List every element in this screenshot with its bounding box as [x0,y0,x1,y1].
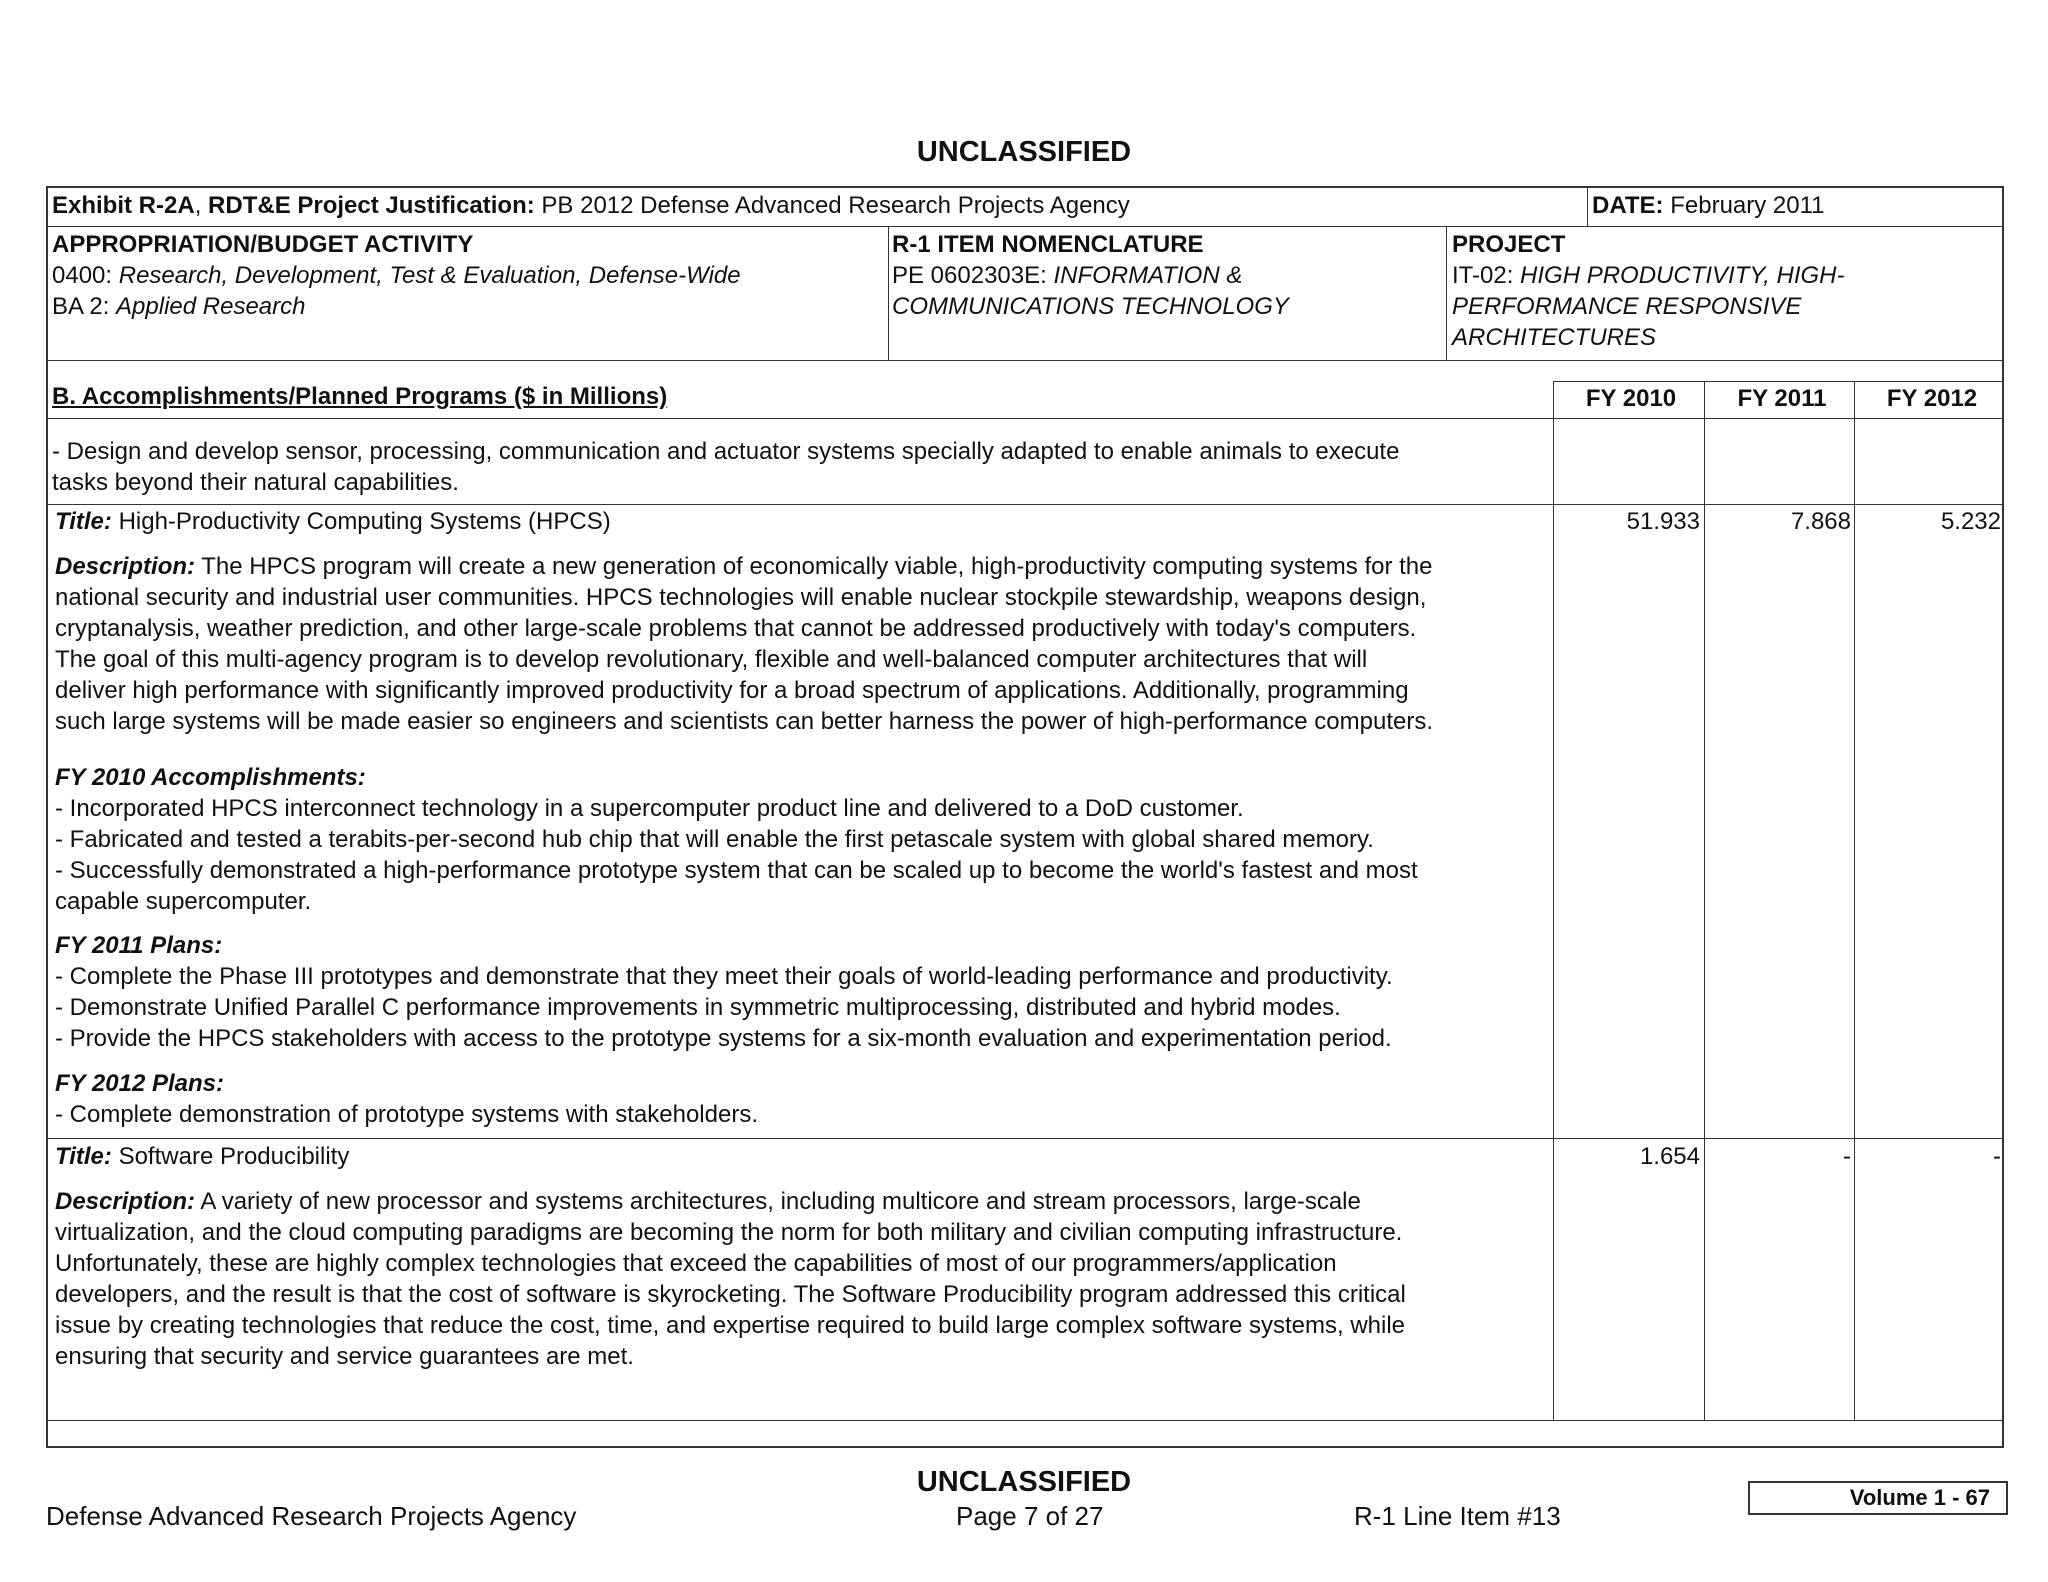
hpcs-title [55,506,611,537]
rule-date [1587,188,1588,226]
r1-line2: COMMUNICATIONS TECHNOLOGY [892,293,1289,320]
hpcs-fy2010-item: - Fabricated and tested a terabits-per-second hub chip that will enable the first petascale system with global shared memory. [55,826,1374,853]
hpcs-description-line: deliver high performance with significantly improved productivity for a broad spectrum of applications. Additionally, programming [55,677,1409,704]
rule-project [48,360,2004,361]
hpcs-fy2011-value: 7.868 [1790,508,1851,535]
hpcs-fy2010-item: - Successfully demonstrated a high-performance prototype system that can be scaled up to become the world's fastest and most [55,857,1418,884]
footer-page: Page 7 of 27 [956,1501,1104,1531]
software-fy2010-value: 1.654 [1639,1143,1700,1170]
fy-header-2010: FY 2010 [1585,385,1677,412]
ba-text: Applied Research [116,293,306,320]
project-line3: ARCHITECTURES [1452,324,1657,351]
rule-fy2010 [1553,381,1554,1420]
hpcs-description-label: Description: [55,553,196,580]
hpcs-description-line: The goal of this multi-agency program is to develop revolutionary, flexible and well-balanced computer architectures that will [55,646,1368,673]
hpcs-fy2011-item: - Provide the HPCS stakeholders with access to the prototype systems for a six-month evaluation and experimentation period. [55,1025,1392,1052]
exhibit-label: Exhibit R-2A [52,192,195,219]
hpcs-fy2011-item: - Demonstrate Unified Parallel C performance improvements in symmetric multiprocessing, distributed and hybrid modes. [55,994,1341,1021]
carryover-line-1: - Design and develop sensor, processing, communication and actuator systems specially adapted to enable animals to execute [52,438,1400,465]
appropriation-code: 0400: [52,262,119,289]
rule-section [48,418,2004,419]
software-description-line: issue by creating technologies that reduce the cost, time, and expertise required to build large complex software systems, while [55,1312,1406,1339]
hpcs-description-line [55,551,1432,582]
appropriation-text: Research, Development, Test & Evaluation, Defense-Wide [118,262,741,289]
classification-top: UNCLASSIFIED [916,136,1132,168]
rule-fy2011 [1704,381,1705,1420]
software-description-line: ensuring that security and service guarantees are met. [55,1343,634,1370]
section-title: B. Accomplishments/Planned Programs ($ in Millions) [52,383,668,410]
appropriation-label: APPROPRIATION/BUDGET ACTIVITY [52,231,474,258]
hpcs-description-text: The HPCS program will create a new generation of economically viable, high-productivity computing systems for the [195,553,1433,580]
date-line [1592,190,1825,221]
software-title-text: Software Producibility [111,1143,350,1170]
exhibit-sep: , [194,192,209,219]
ba-code: BA 2: [52,293,117,320]
hpcs-fy2011-item: - Complete the Phase III prototypes and demonstrate that they meet their goals of world-leading performance and productivity. [55,963,1393,990]
rule-carryover [48,504,2004,505]
exhibit-title: RDT&E Project Justification: [208,192,535,219]
r1-label: R-1 ITEM NOMENCLATURE [892,231,1204,258]
footer-line-item: R-1 Line Item #13 [1354,1501,1561,1531]
rule-hpcs [48,1138,2004,1139]
fy-header-2012: FY 2012 [1886,385,1978,412]
hpcs-fy2012-heading: FY 2012 Plans: [55,1070,224,1097]
footer-volume: Volume 1 - 67 [1748,1481,2008,1515]
rule-software [48,1420,2004,1421]
appropriation-line [52,260,741,291]
rule-project-col [1446,226,1447,360]
r1-code: PE 0602303E: [892,262,1054,289]
rule-r1 [888,226,889,360]
project-label: PROJECT [1452,231,1566,258]
rule-header [48,226,2004,227]
hpcs-description-line: such large systems will be made easier so engineers and scientists can better harness the power of high-performance computers. [55,708,1434,735]
hpcs-fy2011-heading: FY 2011 Plans: [55,932,223,959]
hpcs-fy2012-item: - Complete demonstration of prototype systems with stakeholders. [55,1101,758,1128]
software-fy2012-value: - [1993,1143,2001,1170]
software-title [55,1141,349,1172]
hpcs-description-line: national security and industrial user communities. HPCS technologies will enable nuclear stockpile stewardship, weapons design, [55,584,1427,611]
hpcs-title-label: Title: [55,508,112,535]
rule-fy2012 [1854,381,1855,1420]
project-text-1: HIGH PRODUCTIVITY, HIGH- [1520,262,1845,289]
software-description-label: Description: [55,1188,196,1215]
fy-header-2011: FY 2011 [1737,385,1827,412]
date-label: DATE: [1592,192,1664,219]
exhibit-value: PB 2012 Defense Advanced Research Projects Agency [534,192,1130,219]
hpcs-fy2010-heading: FY 2010 Accomplishments: [55,764,366,791]
exhibit-line [52,190,1130,221]
footer-agency: Defense Advanced Research Projects Agency [46,1501,577,1531]
carryover-line-2: tasks beyond their natural capabilities. [52,469,459,496]
software-description-line: developers, and the result is that the cost of software is skyrocketing. The Software Producibility program addressed this critical [55,1281,1406,1308]
hpcs-fy2010-value: 51.933 [1626,508,1700,535]
r1-text-1: INFORMATION & [1053,262,1243,289]
project-line2: PERFORMANCE RESPONSIVE [1452,293,1802,320]
software-fy2011-value: - [1843,1143,1851,1170]
hpcs-title-text: High-Productivity Computing Systems (HPCS) [111,508,611,535]
project-line1 [1452,260,1845,291]
date-value: February 2011 [1663,192,1825,219]
hpcs-description-line: cryptanalysis, weather prediction, and other large-scale problems that cannot be addressed productively with today's computers. [55,615,1417,642]
software-description-line: virtualization, and the cloud computing paradigms are becoming the norm for both military and civilian computing infrastructure. [55,1219,1403,1246]
classification-bottom: UNCLASSIFIED [916,1466,1132,1498]
hpcs-fy2010-item: - Incorporated HPCS interconnect technology in a supercomputer product line and delivered to a DoD customer. [55,795,1244,822]
software-description-line: Unfortunately, these are highly complex technologies that exceed the capabilities of most of our programmers/application [55,1250,1337,1277]
project-code: IT-02: [1452,262,1521,289]
software-description-text: A variety of new processor and systems architectures, including multicore and stream processors, large-scale [195,1188,1361,1215]
r1-line1 [892,260,1242,291]
ba-line [52,291,306,322]
hpcs-fy2012-value: 5.232 [1940,508,2001,535]
software-title-label: Title: [55,1143,112,1170]
hpcs-fy2010-item: capable supercomputer. [55,888,312,915]
software-description-line [55,1186,1361,1217]
